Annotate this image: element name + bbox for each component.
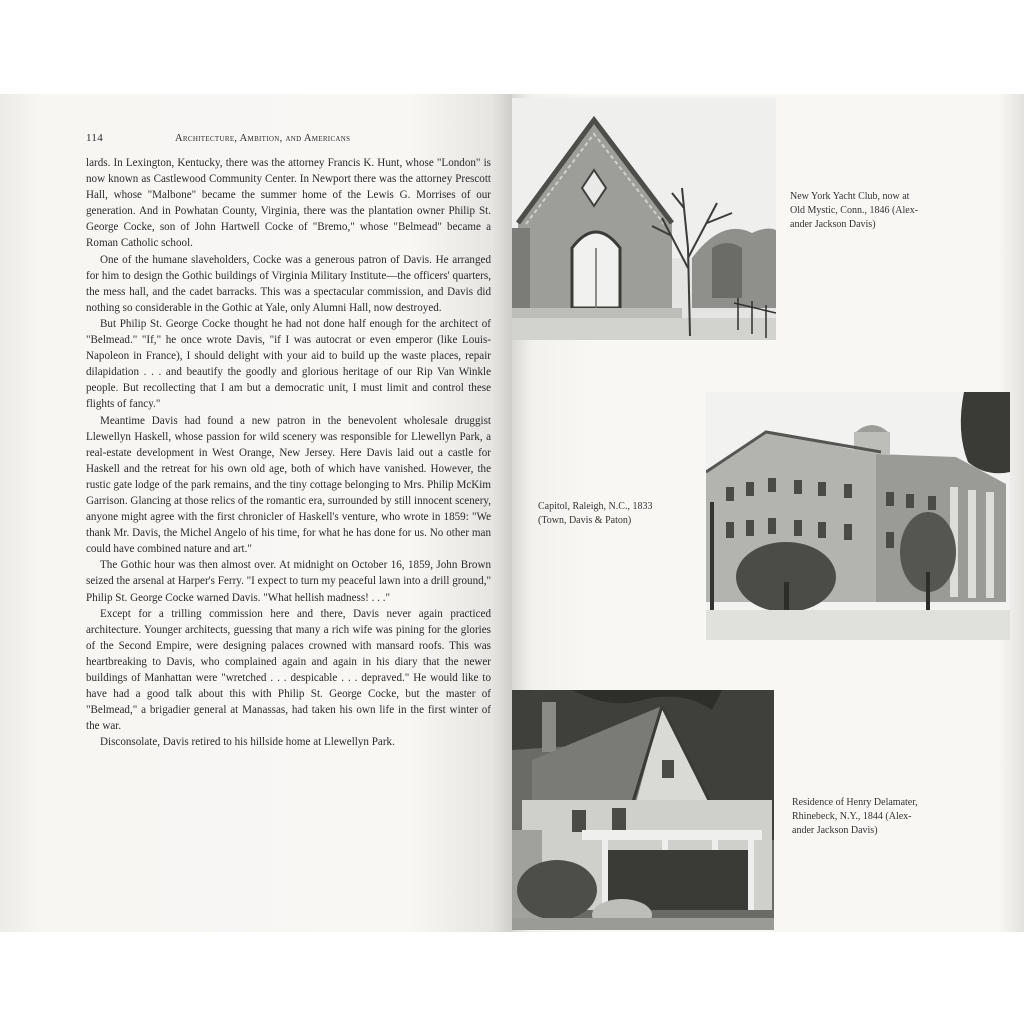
paragraph: lards. In Lexington, Kentucky, there was the attorney Francis K. Hunt, whose "London" is now known as Castlewood Community Center. In Newport there was the attorney Prescott Hall, whose "Malbone" became the summer home of the Lewis G. Morrises of our generation. And in Powhatan County, Virginia, there was the plantation owner Philip St. George Cocke, son of John Hartwell Cocke of "Bremo," whose "Belmead" became a Roman Catholic school. — [86, 157, 491, 250]
yacht-club-photo — [512, 98, 776, 340]
capitol-photo — [706, 392, 1010, 640]
paragraph: The Gothic hour was then almost over. At midnight on October 16, 1859, John Brown seized the arsenal at Harper's Ferry. "I expect to turn my peaceful lawn into a drill ground," Philip St. George Cocke warned Davis. "What hellish madness! . . ." — [86, 559, 491, 604]
body-text — [86, 155, 491, 750]
paragraph: But Philip St. George Cocke thought he had not done half enough for the architect of "Belmead." "If," he once wrote Davis, "if I was autocrat or even emperor (like Louis-Napoleon in France), I should delight with your aid to build up the waste places, repair dilapidation . . . and beautify the goodly and glorious heritage of our Rip Van Winkle people. But recollecting that I am but a democratic unit, I must limit and control these flights of fancy." — [86, 317, 491, 411]
caption-capitol — [538, 500, 708, 528]
caption-line: Capitol, Raleigh, N.C., 1833 — [538, 501, 653, 512]
caption-line: Rhinebeck, N.Y., 1844 (Alex- — [792, 811, 912, 822]
caption-line: ander Jackson Davis) — [792, 825, 878, 836]
paragraph: Except for a trilling commission here and there, Davis never again practiced architecture. Younger architects, guessing that many a rich wife was pining for the glories of the Second Empire, were designing palaces crowned with mansard roofs. This was heartbreaking to Davis, who complained again and again in his diary that the newer buildings of Manhattan were "wretched . . . despicable . . . depraved." He would like to have had a good talk about this with Philip St. George Cocke, but the master of "Belmead," a brigadier general at Manassas, had taken his own life in the first winter of the war. — [86, 607, 491, 733]
paragraph: Meantime Davis had found a new patron in the benevolent wholesale druggist Llewellyn Haskell, whose passion for wild scenery was responsible for Llewellyn Park, a real-estate development in West Orange, New Jersey. Here Davis laid out a castle for Haskell and the retreat for his own old age, both of which have vanished. However, the rustic gate lodge of the park remains, and the tiny cottage belonging to Mrs. Philip McKim Garrison. Glancing at those relics of the romantic era, surrounded by still innocent scenery, anyone might agree with the first chronicler of Haskell's venture, who wrote in 1859: "We thank Mr. Davis, the Michel Angelo of his time, for what he has done for us. No other man could have combined nature and art." — [86, 414, 491, 556]
delamater-residence-photo — [512, 690, 774, 930]
caption-line: Old Mystic, Conn., 1846 (Alex- — [790, 205, 919, 216]
caption-line: New York Yacht Club, now at — [790, 191, 910, 202]
book-spread — [0, 94, 1024, 932]
page-number: 114 — [86, 132, 103, 144]
right-page — [512, 94, 1024, 932]
caption-line: ander Jackson Davis) — [790, 219, 876, 230]
caption-delamater — [792, 796, 972, 838]
caption-line: Residence of Henry Delamater, — [792, 797, 918, 808]
caption-yacht-club — [790, 190, 970, 232]
paragraph: Disconsolate, Davis retired to his hillside home at Llewellyn Park. — [100, 736, 395, 749]
paragraph: One of the humane slaveholders, Cocke was a generous patron of Davis. He arranged for him to design the Gothic buildings of Virginia Military Institute—the officers' quarters, the mess hall, and the cadet barracks. This was a spectacular commission, and Davis did nothing so considerable in the Gothic at Yale, only Alumni Hall, now destroyed. — [86, 253, 491, 314]
left-page — [0, 94, 512, 932]
running-title: Architecture, Ambition, and Americans — [175, 133, 351, 144]
caption-line: (Town, Davis & Paton) — [538, 515, 632, 526]
